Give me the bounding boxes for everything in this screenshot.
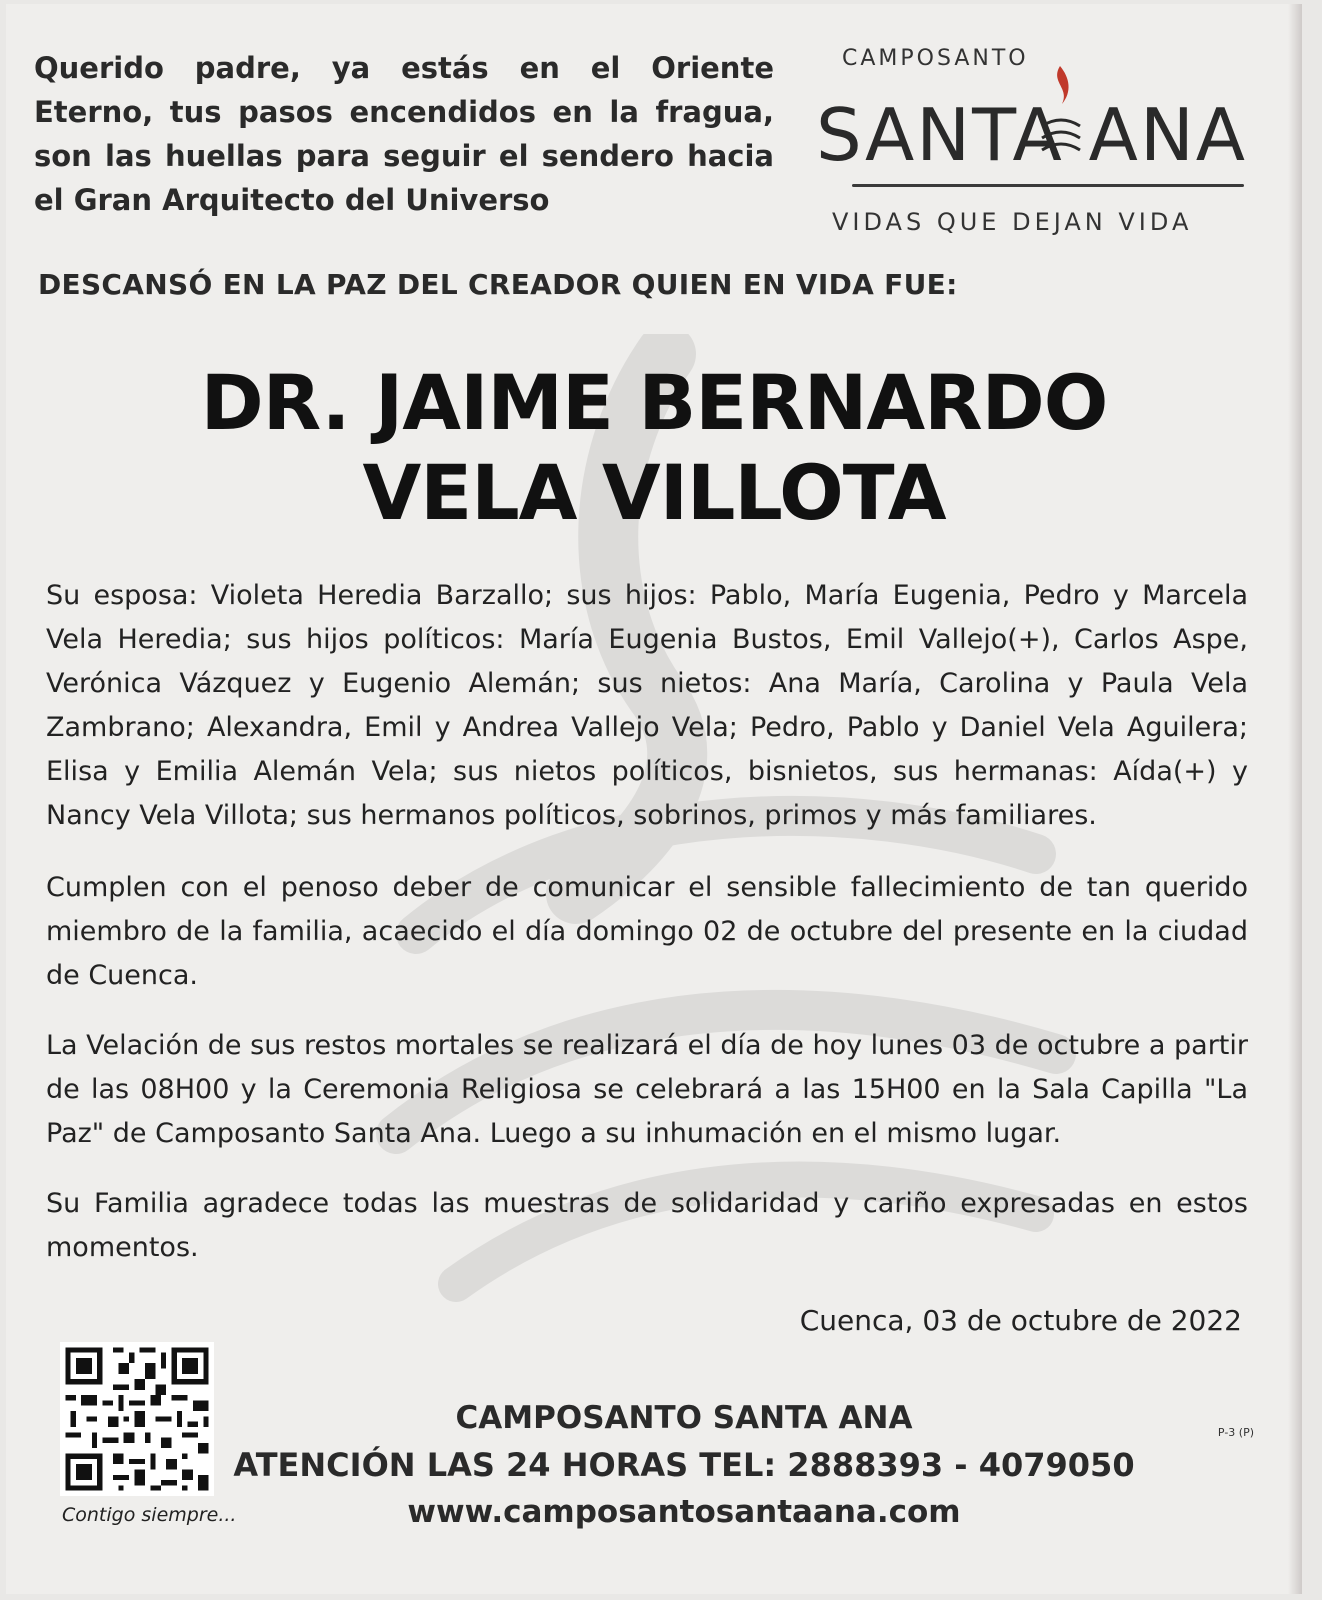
wake-details-paragraph: La Velación de sus restos mortales se realizará el día de hoy lunes 03 de octubre a partir de las 08H00 y la Ceremonia Religiosa se celebrará a las 15H00 en la Sala Capilla "La Paz" de Camposanto Santa Ana. Luego a su inhumación en el mismo lugar. <box>46 1030 1248 1149</box>
logo-divider <box>852 184 1244 187</box>
deceased-name-line2: VELA VILLOTA <box>362 448 946 537</box>
logo-top-text: CAMPOSANTO <box>842 46 1029 71</box>
epitaph-text: Querido padre, ya estás en el Oriente Eterno, tus pasos encendidos en la fragua, son las huellas para seguir el sendero hacia el Gran Arquitecto del Universo <box>34 51 774 217</box>
footer-company: CAMPOSANTO SANTA ANA <box>455 1400 913 1436</box>
gratitude-paragraph: Su Familia agradece todas las muestras de solidaridad y cariño expresadas en estos momentos. <box>46 1188 1248 1263</box>
page-code: P-3 (P) <box>1217 1426 1254 1439</box>
logo-tagline: VIDAS QUE DEJAN VIDA <box>832 208 1193 236</box>
flame-logo-icon <box>1036 56 1086 176</box>
footer-website-link[interactable]: www.camposantosantaana.com <box>407 1494 961 1530</box>
qr-caption: Contigo siempre... <box>62 1504 237 1526</box>
date-line: Cuenca, 03 de octubre de 2022 <box>799 1304 1242 1337</box>
camposanto-logo <box>816 42 1266 252</box>
obituary-page <box>6 4 1302 1594</box>
footer-phone[interactable]: ATENCIÓN LAS 24 HORAS TEL: 2888393 - 4079050 <box>233 1446 1135 1484</box>
announcement-heading: DESCANSÓ EN LA PAZ DEL CREADOR QUIEN EN VIDA FUE: <box>38 268 958 301</box>
deceased-name-line1: DR. JAIME BERNARDO <box>200 358 1108 447</box>
logo-main-text: SANTA ANA <box>816 93 1248 177</box>
family-paragraph: Su esposa: Violeta Heredia Barzallo; sus hijos: Pablo, María Eugenia, Pedro y Marcela Vela Heredia; sus hijos políticos: María Eugenia Bustos, Emil Vallejo(+), Carlos Aspe, Verónica Vázquez y Eugenio Alemán; sus nietos: Ana María, Carolina y Paula Vela Zambrano; Alexandra, Emil y Andrea Vallejo Vela; Pedro, Pablo y Daniel Vela Aguilera; Elisa y Emilia Alemán Vela; sus nietos políticos, bisnietos, sus hermanas: Aída(+) y Nancy Vela Villota; sus hermanos políticos, sobrinos, primos y más familiares. <box>46 580 1248 831</box>
announcement-paragraph: Cumplen con el penoso deber de comunicar el sensible fallecimiento de tan querido miembro de la familia, acaecido el día domingo 02 de octubre del presente en la ciudad de Cuenca. <box>46 872 1248 991</box>
